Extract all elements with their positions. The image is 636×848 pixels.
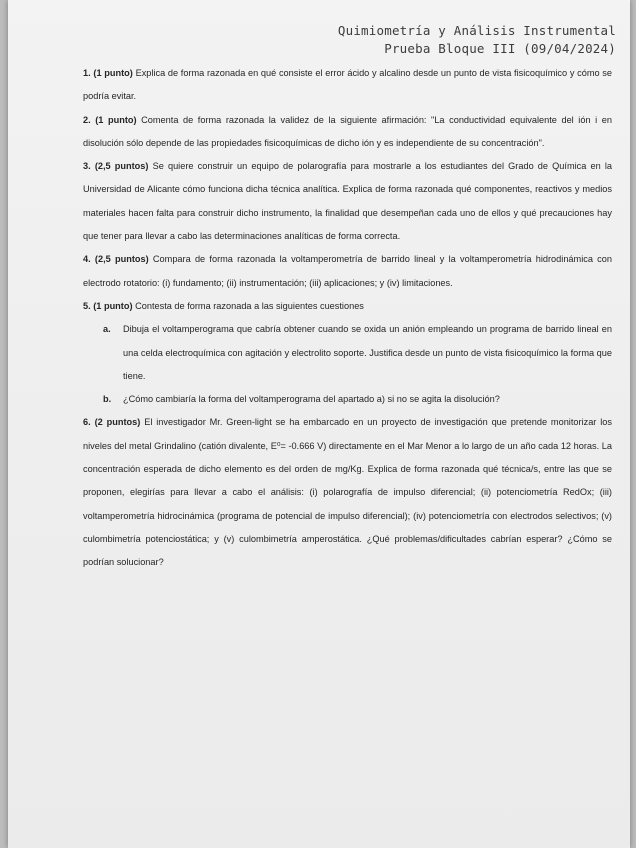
question-6 xyxy=(83,411,612,574)
question-number: 5. xyxy=(83,300,91,311)
question-text: El investigador Mr. Green-light se ha embarcado en un proyecto de investigación que pretende monitorizar los niveles del metal Grindalino (catión divalente, E⁰= -0.666 V) directamente en el Mar Menor a lo largo de un año cada 12 horas. La concentración esperada de dicho elemento es del orden de mg/Kg. Explica de forma razonada qué técnica/s, entre las que se proponen, elegirías para llevar a cabo el análisis: (i) polarografía de impulso diferencial; (ii) potenciometría RedOx; (iii) voltamperometría hidrocinámica (programa de potencial de impulso diferencial); (iv) potenciometría con electrodos selectivos; (v) culombimetría potenciostática; y (v) culombimetría amperostática. ¿Qué problemas/dificultades cabrían esperar? ¿Cómo se podrían solucionar? xyxy=(83,417,612,568)
question-points: (2 puntos) xyxy=(94,417,141,428)
question-2 xyxy=(83,109,612,156)
course-title: Quimiometría y Análisis Instrumental xyxy=(337,23,616,38)
question-number: 6. xyxy=(83,417,91,428)
subitem-text: ¿Cómo cambiaría la forma del voltamperograma del apartado a) si no se agita la disolución? xyxy=(123,394,500,405)
subitem-letter: a. xyxy=(103,324,111,335)
question-points: (2,5 puntos) xyxy=(94,161,149,172)
subitem-text: Dibuja el voltamperograma que cabría obtener cuando se oxida un anión empleando un programa de barrido lineal en una celda electroquímica con agitación y electrolito soporte. Justifica desde un punto de vista fisicoquímico la forma que tiene. xyxy=(123,324,612,381)
question-text: Explica de forma razonada en qué consiste el error ácido y alcalino desde un punto de vista fisicoquímico y cómo se podría evitar. xyxy=(83,68,613,102)
question-text: Se quiere construir un equipo de polarografía para mostrarle a los estudiantes del Grado de Química en la Universidad de Alicante cómo funciona dicha técnica analítica. Explica de forma razonada qué componentes, reactivos y medios materiales hacen falta para construir dicho instrumento, la finalidad que desempeñan cada uno de ellos y qué precauciones hay que tener para llevar a cabo las determinaciones analíticas de forma correcta. xyxy=(83,161,612,242)
question-points: (1 punto) xyxy=(95,114,137,125)
subitem-a xyxy=(103,318,612,388)
subitem-letter: b. xyxy=(103,394,112,405)
question-number: 1. xyxy=(83,68,91,78)
question-text: Contesta de forma razonada a las siguientes cuestiones xyxy=(135,300,364,311)
exam-subtitle: Prueba Bloque III (09/04/2024) xyxy=(384,41,616,56)
question-5-subitems xyxy=(83,318,612,411)
question-4 xyxy=(83,248,612,295)
question-5 xyxy=(83,295,612,318)
question-points: (2,5 puntos) xyxy=(94,254,149,265)
question-points: (1 punto) xyxy=(93,300,133,311)
question-points: (1 punto) xyxy=(93,68,133,78)
question-text: Compara de forma razonada la voltamperometría de barrido lineal y la voltamperometría hidrodinámica con electrodo rotatorio: (i) fundamento; (ii) instrumentación; (iii) aplicaciones; y (iv) limitaciones. xyxy=(83,254,612,288)
subitem-b xyxy=(103,388,612,411)
question-text: Comenta de forma razonada la validez de la siguiente afirmación: "La conductividad equivalente del ión i en disolución sólo depende de las propiedades fisicoquímicas de dicho ión y es independiente de su concentración". xyxy=(83,114,612,148)
exam-header xyxy=(338,22,616,58)
exam-sheet xyxy=(8,0,630,848)
question-number: 2. xyxy=(83,114,91,125)
question-3 xyxy=(83,155,612,248)
question-number: 4. xyxy=(83,254,91,265)
questions-list xyxy=(83,62,612,575)
question-1 xyxy=(83,62,612,109)
question-number: 3. xyxy=(83,161,91,172)
